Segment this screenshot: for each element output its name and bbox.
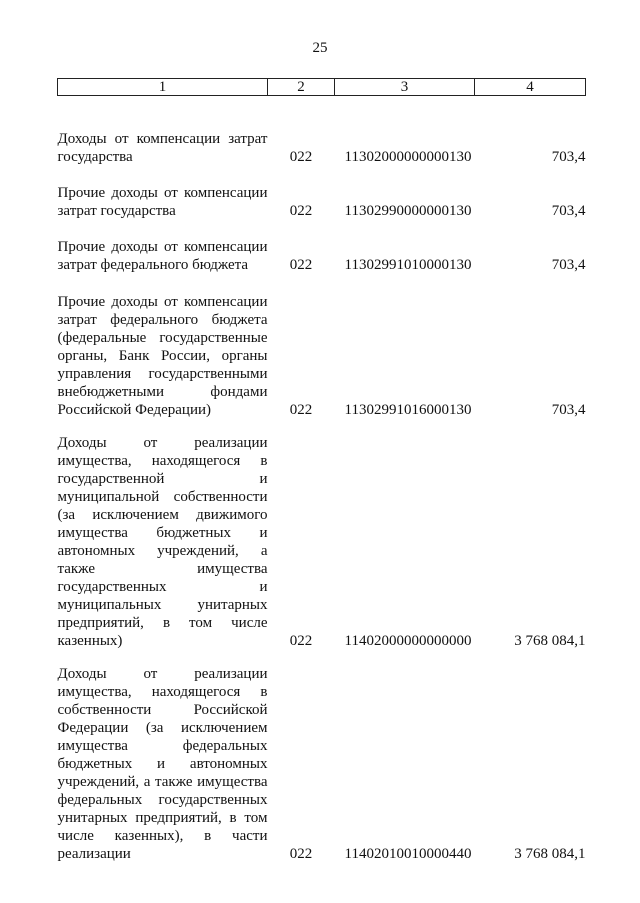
row-amount: 703,4 <box>551 256 586 273</box>
row-description: Доходы от реализации имущества, находящегося в собственности Российской Федерации (за исключением имущества федеральных бюджетных и автономных учреждений, а также имущества федеральных государственных унитарных предприятий, в том числе казенных), в части реализации <box>57 665 268 862</box>
row-kbk-code: 11402010010000440 <box>344 845 472 862</box>
row-amount: 3 768 084,1 <box>514 845 586 862</box>
row-kbk-code: 11302990000000130 <box>344 202 472 219</box>
table-row <box>58 96 586 166</box>
column-header-3: 3 <box>335 79 475 96</box>
row-amount: 703,4 <box>551 148 586 165</box>
table-row <box>58 419 586 650</box>
table-row <box>58 274 586 419</box>
table-row <box>58 166 586 220</box>
row-admin-code: 022 <box>289 148 313 165</box>
row-kbk-code: 11302991016000130 <box>344 401 472 418</box>
table-row <box>58 220 586 274</box>
row-description: Доходы от реализации имущества, находящегося в государственной и муниципальной собственности (за исключением движимого имущества бюджетных и автономных учреждений, а также имущества государственных и муниципальных унитарных предприятий, в том числе казенных) <box>57 434 268 649</box>
column-header-1: 1 <box>58 79 268 96</box>
row-kbk-code: 11402000000000000 <box>344 632 472 649</box>
row-description: Доходы от компенсации затрат государства <box>57 130 268 165</box>
column-header-2: 2 <box>268 79 335 96</box>
row-admin-code: 022 <box>289 632 313 649</box>
row-amount: 703,4 <box>551 401 586 418</box>
row-kbk-code: 11302991010000130 <box>344 256 472 273</box>
table-header <box>58 79 586 96</box>
column-header-4: 4 <box>475 79 586 96</box>
row-admin-code: 022 <box>289 401 313 418</box>
table-row <box>58 650 586 863</box>
row-kbk-code: 11302000000000130 <box>344 148 472 165</box>
row-amount: 703,4 <box>551 202 586 219</box>
row-admin-code: 022 <box>289 202 313 219</box>
row-amount: 3 768 084,1 <box>514 632 586 649</box>
row-description: Прочие доходы от компенсации затрат федерального бюджета (федеральные государственные органы, Банк России, органы управления государственными внебюджетными фондами Российской Федерации) <box>57 293 268 418</box>
row-description: Прочие доходы от компенсации затрат государства <box>57 184 268 219</box>
revenue-table <box>57 78 586 863</box>
page-number: 25 <box>312 40 328 56</box>
row-admin-code: 022 <box>289 845 313 862</box>
row-admin-code: 022 <box>289 256 313 273</box>
row-description: Прочие доходы от компенсации затрат федерального бюджета <box>57 238 268 273</box>
